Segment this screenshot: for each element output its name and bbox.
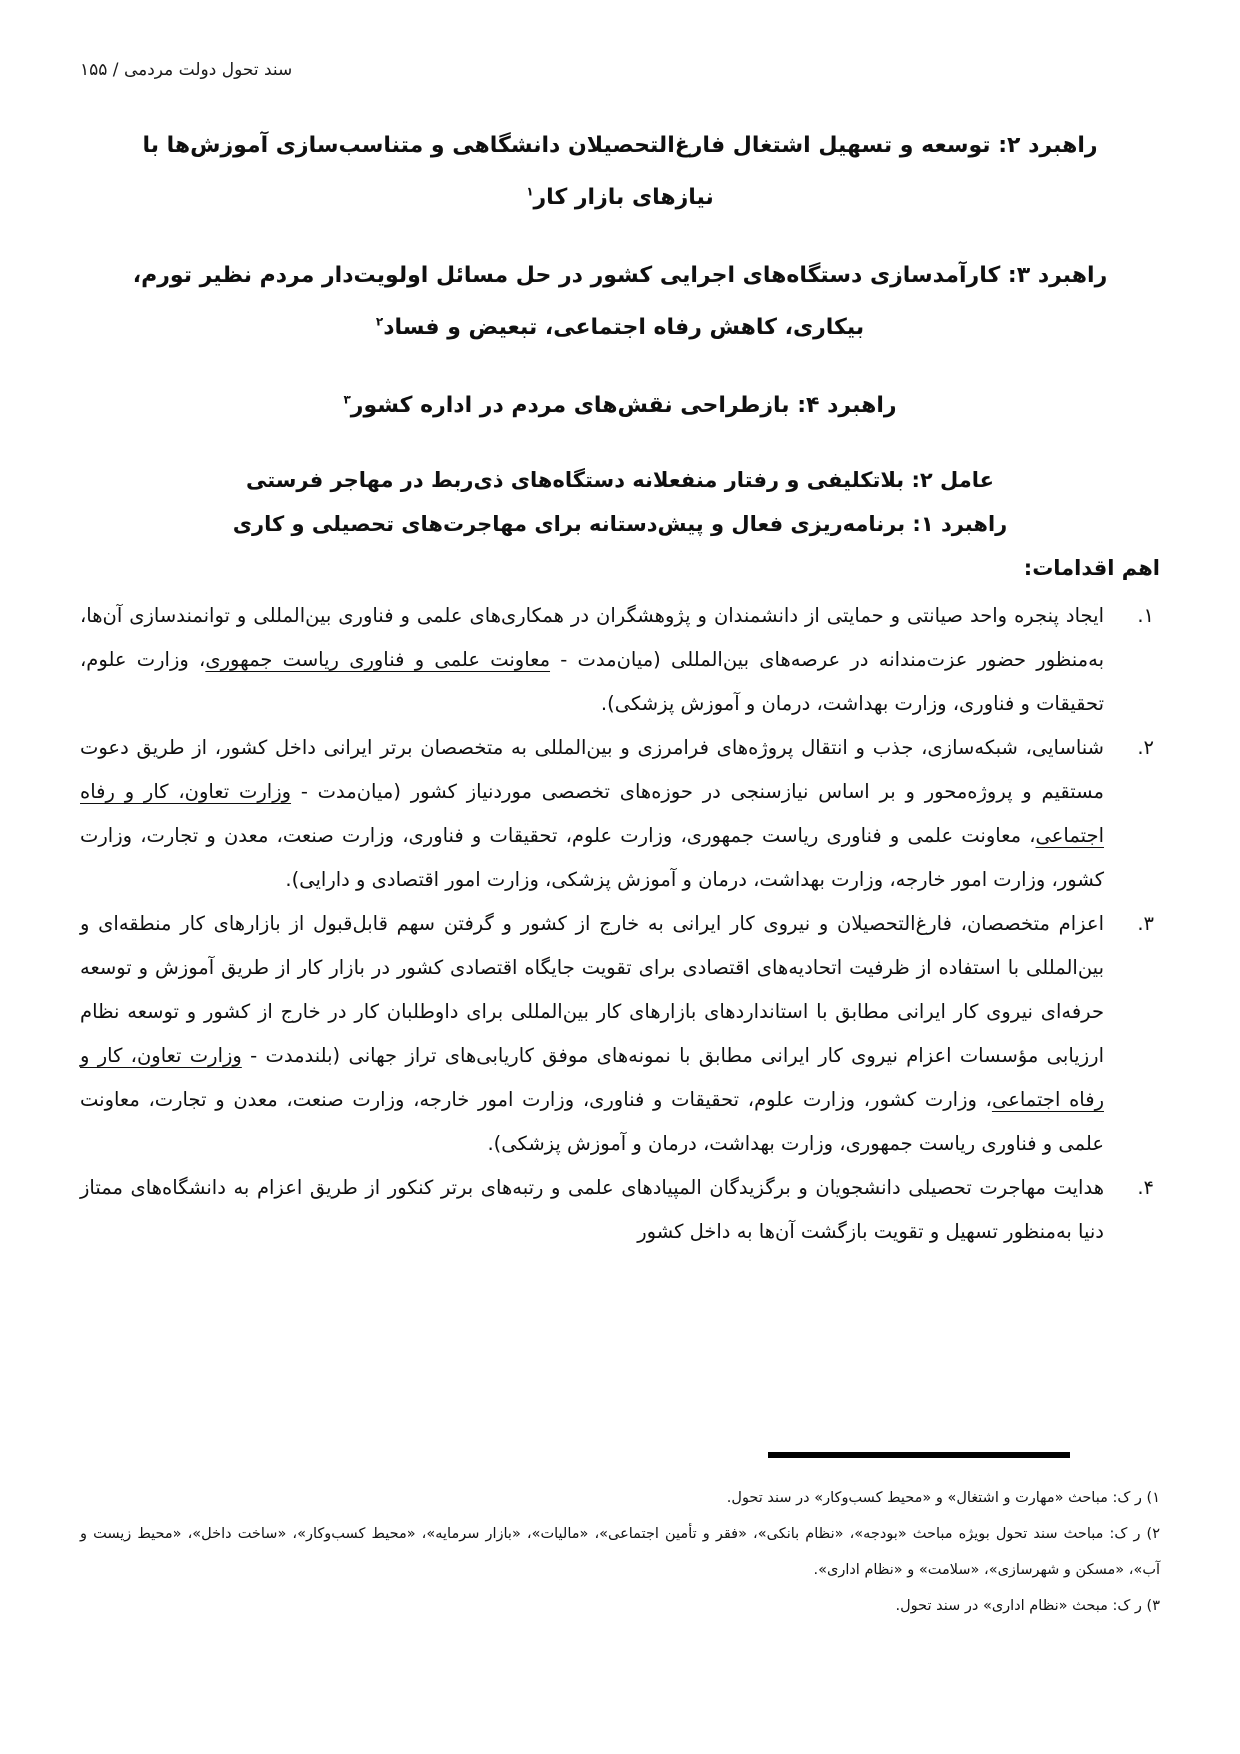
action-item-text [80,1176,1104,1243]
actions-label: اهم اقدامات: [1023,556,1160,580]
action-item-text [80,912,1104,1155]
action-item [80,1166,1160,1254]
action-item-text [80,736,1104,891]
underlined-org-name: وزارت تعاون، کار و رفاه اجتماعی [80,780,1104,847]
strategy-heading-line: راهبرد ۳: کارآمدسازی دستگاه‌های اجرایی کشور در حل مسائل اولویت‌دار مردم نظیر تورم، [132,263,1108,288]
action-text-segment: ایجاد پنجره واحد صیانتی و حمایتی از دانشمندان و پژوهشگران در همکاری‌های علمی و فناوری بین‌المللی و توانمندسازی آن‌ها، به‌منظور حضور عزت‌مندانه در عرصه‌های بین‌المللی (میان‌مدت - [80,604,1105,671]
action-item-text [80,604,1104,715]
action-item-number: ۱. [1137,604,1154,627]
action-text-segment: اعزام متخصصان، فارغ‌التحصیلان و نیروی کار ایرانی به خارج از کشور و گرفتن سهم قابل‌قبول از بازارهای کار منطقه‌ای و بین‌المللی با استفاده از ظرفیت اتحادیه‌های اقتصادی برای تقویت جایگاه اقتصادی کشور در بازار کار از طریق آموزش و توسعه حرفه‌ای نیروی کار ایرانی مطابق با استانداردهای بازارهای کار بین‌المللی برای داوطلبان کار در خارج از کشور و توسعه نظام ارزیابی مؤسسات اعزام نیروی کار ایرانی مطابق با نمونه‌های موفق کاریابی‌های تراز جهانی (بلندمدت - [80,912,1104,1067]
factor-section [80,458,1160,590]
action-text-segment: شناسایی، شبکه‌سازی، جذب و انتقال پروژه‌های فرامرزی و بین‌المللی به متخصصان برتر ایرانی داخل کشور، از طریق دعوت مستقیم و پروژه‌محور و بر اساس نیازسنجی در حوزه‌های تخصصی موردنیاز کشور (میان‌مدت - [80,736,1104,803]
actions-list [80,594,1160,1254]
strategy-headings [80,120,1160,432]
footnote-ref: ۳ [343,392,351,407]
action-item [80,902,1160,1166]
footnote: ۳) ر ک: مبحث «نظام اداری» در سند تحول. [895,1598,1160,1614]
strategy-heading [80,380,1160,432]
strategy-heading-line: بیکاری، کاهش رفاه اجتماعی، تبعیض و فساد$^۲$ [375,314,865,340]
factor-heading: عامل ۲: بلاتکلیفی و رفتار منفعلانه دستگاه‌های ذی‌ربط در مهاجر فرستی [245,468,995,492]
strategy-heading-line: نیازهای بازار کار$^۱$ [526,184,714,210]
footnote-ref: ۲ [375,314,384,329]
strategy-heading [80,120,1160,224]
action-text-segment: ، وزارت علوم، تحقیقات و فناوری، وزارت بهداشت، درمان و آموزش پزشکی). [80,648,1104,715]
running-head: سند تحول دولت مردمی / ۱۵۵ [80,60,293,80]
underlined-org-name: وزارت تعاون، کار و رفاه اجتماعی [80,1044,1104,1111]
action-text-segment: ، وزارت کشور، وزارت علوم، تحقیقات و فناوری، وزارت امور خارجه، وزارت صنعت، معدن و تجارت، معاونت علمی و فناوری ریاست جمهوری، وزارت بهداشت، درمان و آموزش پزشکی). [80,1088,1104,1155]
footnote: ۲) ر ک: مباحث سند تحول بویژه مباحث «بودجه»، «نظام بانکی»، «فقر و تأمین اجتماعی»، «مالیات»، «بازار سرمایه»، «محیط کسب‌وکار»، «ساخت داخل»، «محیط زیست و آب»، «مسکن و شهرسازی»، «سلامت» و «نظام اداری». [80,1526,1160,1578]
footnote-ref: ۱ [526,184,534,199]
action-item [80,594,1160,726]
strategy-heading [80,250,1160,354]
footnotes-list [80,1480,1160,1624]
actions-label-row [80,546,1160,590]
action-item-number: ۴. [1137,1176,1154,1199]
action-text-segment: ، معاونت علمی و فناوری ریاست جمهوری، وزارت علوم، تحقیقات و فناوری، وزارت صنعت، معدن و تجارت، وزارت کشور، وزارت امور خارجه، وزارت بهداشت، درمان و آموزش پزشکی، وزارت امور اقتصادی و دارایی). [80,824,1104,891]
action-text-segment: هدایت مهاجرت تحصیلی دانشجویان و برگزیدگان المپیادهای علمی و رتبه‌های برتر کنکور از طریق اعزام به دانشگاه‌های ممتاز دنیا به‌منظور تسهیل و تقویت بازگشت آن‌ها به داخل کشور [80,1176,1104,1243]
footnote: ۱) ر ک: مباحث «مهارت و اشتغال» و «محیط کسب‌وکار» در سند تحول. [726,1490,1160,1506]
strategy-heading-line: راهبرد ۴: بازطراحی نقش‌های مردم در اداره کشور$^۳$ [343,392,897,418]
action-item-number: ۲. [1137,736,1154,759]
strategy-1-heading: راهبرد ۱: برنامه‌ریزی فعال و پیش‌دستانه برای مهاجرت‌های تحصیلی و کاری [232,512,1008,536]
footnote-separator-rule [768,1452,1070,1458]
action-item [80,726,1160,902]
action-item-number: ۳. [1137,912,1154,935]
strategy-heading-line: راهبرد ۲: توسعه و تسهیل اشتغال فارغ‌التحصیلان دانشگاهی و متناسب‌سازی آموزش‌ها با [142,133,1098,158]
footnotes-area [80,1452,1160,1624]
underlined-org-name: معاونت علمی و فناوری ریاست جمهوری [205,648,551,671]
